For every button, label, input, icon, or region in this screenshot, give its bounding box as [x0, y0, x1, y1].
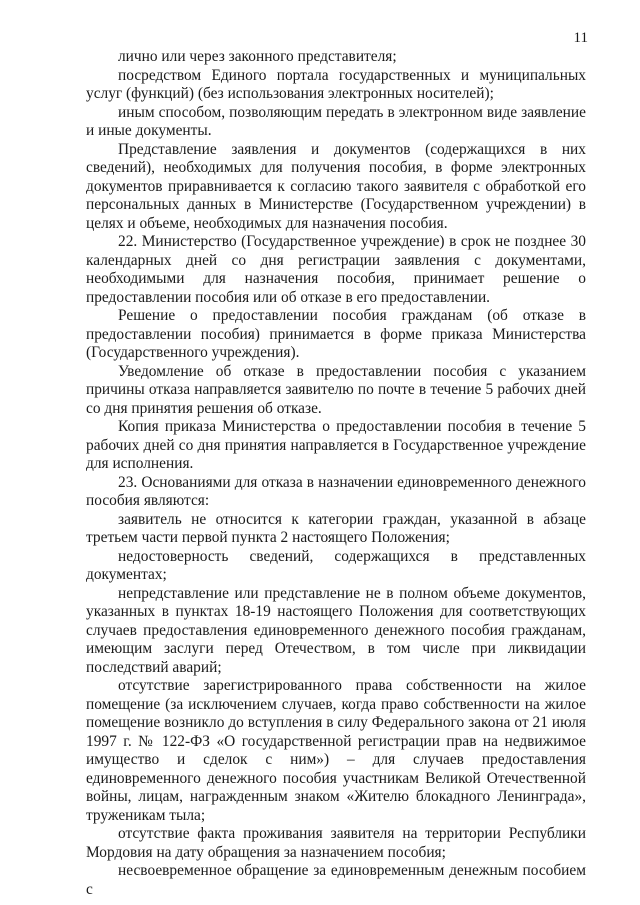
paragraph: Уведомление об отказе в предоставлении пособия с указанием причины отказа направляется заявителю по почте в течение 5 рабочих дней со дня принятия решения об отказе. [86, 362, 586, 417]
paragraph: Решение о предоставлении пособия гражданам (об отказе в предоставлении пособия) принимается в форме приказа Министерства (Государственного учреждения). [86, 307, 586, 361]
paragraph: лично или через законного представителя; [118, 48, 397, 65]
document-body [86, 48, 586, 899]
paragraph: иным способом, позволяющим передать в электронном виде заявление и иные документы. [86, 103, 586, 139]
paragraph: Представление заявления и документов (содержащихся в них сведений), необходимых для получения пособия, в форме электронных документов приравнивается к согласию такого заявителя с обработкой его персональных данных в Министерстве (Государственном учреждении) в целях и объеме, необходимых для назначения пособия. [86, 140, 586, 232]
paragraph: Копия приказа Министерства о предоставлении пособия в течение 5 рабочих дней со дня принятия направляется в Государственное учреждение для исполнения. [86, 418, 586, 472]
paragraph: отсутствие факта проживания заявителя на территории Республики Мордовия на дату обращения за назначением пособия; [86, 825, 586, 861]
paragraph: отсутствие зарегистрированного права собственности на жилое помещение (за исключением случаев, когда право собственности на жилое помещение возникло до вступления в силу Федерального закона от 21 июля 1997 г. № 122-ФЗ «О государственной регистрации прав на недвижимое имущество и сделок с ним») – для случаев предоставления единовременного денежного пособия участникам Великой Отечественной войны, лицам, награжденным знаком «Жителю блокадного Ленинграда», труженикам тыла; [86, 677, 586, 824]
page-number: 11 [573, 30, 588, 46]
paragraph: заявитель не относится к категории граждан, указанной в абзаце третьем части первой пункта 2 настоящего Положения; [86, 510, 586, 546]
paragraph: 23. Основаниями для отказа в назначении единовременного денежного пособия являются: [86, 473, 586, 509]
paragraph: несвоевременное обращение за единовременным денежным пособием с [86, 862, 586, 898]
paragraph: непредставление или представление не в полном объеме документов, указанных в пунктах 18-19 настоящего Положения для соответствующих случаев предоставления единовременного денежного пособия гражданам, имеющим заслуги перед Отечеством, в том числе при ликвидации последствий аварий; [86, 584, 586, 676]
paragraph: 22. Министерство (Государственное учреждение) в срок не позднее 30 календарных дней со дня регистрации заявления с документами, необходимыми для назначения пособия, принимает решение о предоставлении пособия или об отказе в его предоставлении. [86, 233, 586, 306]
paragraph: посредством Единого портала государственных и муниципальных услуг (функций) (без использования электронных носителей); [86, 66, 586, 102]
paragraph: недостоверность сведений, содержащихся в представленных документах; [86, 547, 586, 583]
